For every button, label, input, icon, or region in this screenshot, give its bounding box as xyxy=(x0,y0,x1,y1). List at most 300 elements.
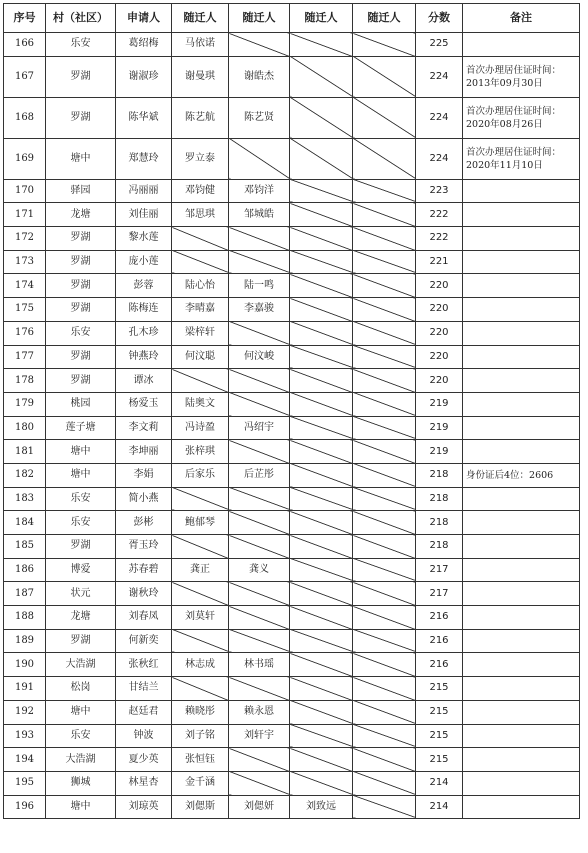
score-cell: 219 xyxy=(416,392,463,416)
empty-companion-cell xyxy=(229,440,290,464)
empty-companion-cell xyxy=(353,582,416,606)
score-cell: 214 xyxy=(416,771,463,795)
applicant-cell: 黎水莲 xyxy=(116,227,172,251)
empty-companion-cell xyxy=(229,535,290,559)
empty-companion-cell xyxy=(290,558,353,582)
score-cell: 219 xyxy=(416,440,463,464)
applicant-cell: 赵廷君 xyxy=(116,700,172,724)
table-row xyxy=(4,558,580,582)
row-number-cell: 185 xyxy=(4,535,46,559)
empty-companion-cell xyxy=(229,392,290,416)
score-cell: 225 xyxy=(416,33,463,57)
village-cell: 罗湖 xyxy=(46,535,116,559)
note-cell xyxy=(463,321,580,345)
empty-companion-cell xyxy=(353,369,416,393)
table-row xyxy=(4,298,580,322)
empty-companion-cell xyxy=(353,298,416,322)
companion-cell: 梁梓轩 xyxy=(172,321,229,345)
empty-companion-cell xyxy=(290,97,353,138)
row-number-cell: 169 xyxy=(4,138,46,179)
applicant-cell: 林星杏 xyxy=(116,771,172,795)
empty-companion-cell xyxy=(353,203,416,227)
village-cell: 罗湖 xyxy=(46,345,116,369)
row-number-cell: 182 xyxy=(4,463,46,487)
empty-companion-cell xyxy=(290,487,353,511)
applicant-cell: 简小燕 xyxy=(116,487,172,511)
village-cell: 乐安 xyxy=(46,33,116,57)
village-cell: 乐安 xyxy=(46,487,116,511)
empty-companion-cell xyxy=(229,138,290,179)
companion-cell: 林志成 xyxy=(172,653,229,677)
note-cell xyxy=(463,345,580,369)
empty-companion-cell xyxy=(172,535,229,559)
empty-companion-cell xyxy=(290,203,353,227)
note-cell xyxy=(463,535,580,559)
applicant-cell: 彭彬 xyxy=(116,511,172,535)
empty-companion-cell xyxy=(290,345,353,369)
empty-companion-cell xyxy=(172,677,229,701)
companion-cell: 邓钧健 xyxy=(172,179,229,203)
table-row xyxy=(4,795,580,819)
companion-cell: 刘子铭 xyxy=(172,724,229,748)
empty-companion-cell xyxy=(353,629,416,653)
table-row xyxy=(4,97,580,138)
village-cell: 乐安 xyxy=(46,321,116,345)
score-cell: 223 xyxy=(416,179,463,203)
companion-cell: 刘偲斯 xyxy=(172,795,229,819)
header-cell-companion-4: 随迁人 xyxy=(353,4,416,33)
empty-companion-cell xyxy=(353,138,416,179)
row-number-cell: 191 xyxy=(4,677,46,701)
applicant-cell: 谢秋玲 xyxy=(116,582,172,606)
empty-companion-cell xyxy=(353,250,416,274)
companion-cell: 陆奥文 xyxy=(172,392,229,416)
empty-companion-cell xyxy=(353,56,416,97)
table-row xyxy=(4,653,580,677)
row-number-cell: 171 xyxy=(4,203,46,227)
note-cell xyxy=(463,582,580,606)
table-row xyxy=(4,535,580,559)
empty-companion-cell xyxy=(290,392,353,416)
applicant-cell: 李文莉 xyxy=(116,416,172,440)
table-row xyxy=(4,56,580,97)
companion-cell: 冯绍宇 xyxy=(229,416,290,440)
companion-cell: 金千涵 xyxy=(172,771,229,795)
table-row xyxy=(4,487,580,511)
row-number-cell: 190 xyxy=(4,653,46,677)
companion-cell: 陆心怡 xyxy=(172,274,229,298)
empty-companion-cell xyxy=(229,771,290,795)
row-number-cell: 166 xyxy=(4,33,46,57)
empty-companion-cell xyxy=(290,771,353,795)
empty-companion-cell xyxy=(353,606,416,630)
table-row xyxy=(4,138,580,179)
score-cell: 216 xyxy=(416,629,463,653)
note-cell xyxy=(463,795,580,819)
companion-cell: 刘致远 xyxy=(290,795,353,819)
row-number-cell: 186 xyxy=(4,558,46,582)
companion-cell: 后家乐 xyxy=(172,463,229,487)
applicant-cell: 孔木珍 xyxy=(116,321,172,345)
village-cell: 乐安 xyxy=(46,724,116,748)
empty-companion-cell xyxy=(290,724,353,748)
applicant-cell: 谭冰 xyxy=(116,369,172,393)
companion-cell: 谢皓杰 xyxy=(229,56,290,97)
row-number-cell: 172 xyxy=(4,227,46,251)
village-cell: 状元 xyxy=(46,582,116,606)
empty-companion-cell xyxy=(229,369,290,393)
village-cell: 桃园 xyxy=(46,392,116,416)
applicant-cell: 胥玉玲 xyxy=(116,535,172,559)
village-cell: 塘中 xyxy=(46,795,116,819)
empty-companion-cell xyxy=(290,321,353,345)
applicant-cell: 苏春碧 xyxy=(116,558,172,582)
score-cell: 220 xyxy=(416,274,463,298)
header-row xyxy=(4,4,580,33)
empty-companion-cell xyxy=(290,582,353,606)
note-cell xyxy=(463,771,580,795)
empty-companion-cell xyxy=(353,345,416,369)
empty-companion-cell xyxy=(353,771,416,795)
note-cell xyxy=(463,33,580,57)
village-cell: 罗湖 xyxy=(46,369,116,393)
score-cell: 215 xyxy=(416,724,463,748)
note-cell xyxy=(463,487,580,511)
row-number-cell: 187 xyxy=(4,582,46,606)
village-cell: 狮城 xyxy=(46,771,116,795)
table-row xyxy=(4,771,580,795)
empty-companion-cell xyxy=(229,227,290,251)
note-cell xyxy=(463,629,580,653)
village-cell: 罗湖 xyxy=(46,227,116,251)
empty-companion-cell xyxy=(290,748,353,772)
applicant-cell: 夏少英 xyxy=(116,748,172,772)
empty-companion-cell xyxy=(172,487,229,511)
applicant-cell: 冯丽丽 xyxy=(116,179,172,203)
companion-cell: 邹城皓 xyxy=(229,203,290,227)
row-number-cell: 193 xyxy=(4,724,46,748)
applicant-cell: 甘结兰 xyxy=(116,677,172,701)
empty-companion-cell xyxy=(172,629,229,653)
note-cell xyxy=(463,298,580,322)
score-cell: 218 xyxy=(416,511,463,535)
score-cell: 216 xyxy=(416,606,463,630)
applicant-cell: 李坤丽 xyxy=(116,440,172,464)
empty-companion-cell xyxy=(290,606,353,630)
score-cell: 215 xyxy=(416,677,463,701)
empty-companion-cell xyxy=(172,582,229,606)
companion-cell: 李嘉骏 xyxy=(229,298,290,322)
empty-companion-cell xyxy=(353,440,416,464)
note-cell xyxy=(463,227,580,251)
village-cell: 乐安 xyxy=(46,511,116,535)
table-row xyxy=(4,369,580,393)
companion-cell: 龚正 xyxy=(172,558,229,582)
empty-companion-cell xyxy=(229,606,290,630)
empty-companion-cell xyxy=(353,463,416,487)
table-row xyxy=(4,416,580,440)
village-cell: 大浩湖 xyxy=(46,653,116,677)
note-cell xyxy=(463,369,580,393)
row-number-cell: 176 xyxy=(4,321,46,345)
empty-companion-cell xyxy=(353,487,416,511)
row-number-cell: 178 xyxy=(4,369,46,393)
applicant-cell: 郑慧玲 xyxy=(116,138,172,179)
score-cell: 224 xyxy=(416,138,463,179)
empty-companion-cell xyxy=(290,440,353,464)
table-row xyxy=(4,392,580,416)
village-cell: 塘中 xyxy=(46,463,116,487)
row-number-cell: 175 xyxy=(4,298,46,322)
companion-cell: 刘莫轩 xyxy=(172,606,229,630)
note-cell: 身份证后4位：2606 xyxy=(463,463,580,487)
row-number-cell: 168 xyxy=(4,97,46,138)
village-cell: 莲子塘 xyxy=(46,416,116,440)
empty-companion-cell xyxy=(353,558,416,582)
empty-companion-cell xyxy=(229,677,290,701)
note-cell xyxy=(463,606,580,630)
applicant-cell: 何新奕 xyxy=(116,629,172,653)
empty-companion-cell xyxy=(290,511,353,535)
empty-companion-cell xyxy=(290,700,353,724)
row-number-cell: 174 xyxy=(4,274,46,298)
table-row xyxy=(4,677,580,701)
empty-companion-cell xyxy=(229,321,290,345)
header-cell-companion-1: 随迁人 xyxy=(172,4,229,33)
empty-companion-cell xyxy=(353,724,416,748)
table-row xyxy=(4,606,580,630)
empty-companion-cell xyxy=(229,582,290,606)
row-number-cell: 189 xyxy=(4,629,46,653)
score-cell: 220 xyxy=(416,298,463,322)
score-cell: 218 xyxy=(416,463,463,487)
note-cell xyxy=(463,748,580,772)
empty-companion-cell xyxy=(353,179,416,203)
empty-companion-cell xyxy=(353,511,416,535)
note-cell xyxy=(463,558,580,582)
empty-companion-cell xyxy=(290,535,353,559)
companion-cell: 冯诗盈 xyxy=(172,416,229,440)
applicant-cell: 刘春凤 xyxy=(116,606,172,630)
note-cell xyxy=(463,653,580,677)
header-cell-village: 村（社区） xyxy=(46,4,116,33)
score-cell: 222 xyxy=(416,227,463,251)
village-cell: 驿园 xyxy=(46,179,116,203)
companion-cell: 何汶峻 xyxy=(229,345,290,369)
empty-companion-cell xyxy=(353,535,416,559)
companion-cell: 鲍郁琴 xyxy=(172,511,229,535)
applicant-cell: 谢淑珍 xyxy=(116,56,172,97)
village-cell: 罗湖 xyxy=(46,250,116,274)
row-number-cell: 195 xyxy=(4,771,46,795)
applicant-score-table xyxy=(3,3,580,819)
empty-companion-cell xyxy=(290,138,353,179)
table-row xyxy=(4,250,580,274)
companion-cell: 赖晓彤 xyxy=(172,700,229,724)
table-row xyxy=(4,345,580,369)
empty-companion-cell xyxy=(353,392,416,416)
table-row xyxy=(4,582,580,606)
note-cell xyxy=(463,203,580,227)
companion-cell: 张恒钰 xyxy=(172,748,229,772)
empty-companion-cell xyxy=(353,416,416,440)
empty-companion-cell xyxy=(229,511,290,535)
companion-cell: 谢曼琪 xyxy=(172,56,229,97)
empty-companion-cell xyxy=(353,321,416,345)
table-row xyxy=(4,274,580,298)
companion-cell: 林书瑶 xyxy=(229,653,290,677)
table-row xyxy=(4,463,580,487)
note-cell xyxy=(463,511,580,535)
empty-companion-cell xyxy=(229,487,290,511)
empty-companion-cell xyxy=(290,298,353,322)
empty-companion-cell xyxy=(290,274,353,298)
empty-companion-cell xyxy=(229,748,290,772)
village-cell: 罗湖 xyxy=(46,274,116,298)
note-cell xyxy=(463,179,580,203)
empty-companion-cell xyxy=(172,250,229,274)
table-row xyxy=(4,321,580,345)
row-number-cell: 196 xyxy=(4,795,46,819)
applicant-cell: 钟燕玲 xyxy=(116,345,172,369)
village-cell: 塘中 xyxy=(46,440,116,464)
village-cell: 塘中 xyxy=(46,700,116,724)
empty-companion-cell xyxy=(290,416,353,440)
score-cell: 222 xyxy=(416,203,463,227)
companion-cell: 李晴嘉 xyxy=(172,298,229,322)
note-cell xyxy=(463,724,580,748)
companion-cell: 龚义 xyxy=(229,558,290,582)
score-cell: 220 xyxy=(416,369,463,393)
empty-companion-cell xyxy=(229,33,290,57)
empty-companion-cell xyxy=(290,463,353,487)
empty-companion-cell xyxy=(229,629,290,653)
applicant-cell: 刘佳丽 xyxy=(116,203,172,227)
empty-companion-cell xyxy=(290,227,353,251)
score-cell: 218 xyxy=(416,487,463,511)
header-cell-companion-2: 随迁人 xyxy=(229,4,290,33)
applicant-cell: 陈梅连 xyxy=(116,298,172,322)
village-cell: 塘中 xyxy=(46,138,116,179)
row-number-cell: 179 xyxy=(4,392,46,416)
row-number-cell: 177 xyxy=(4,345,46,369)
row-number-cell: 183 xyxy=(4,487,46,511)
header-cell-applicant: 申请人 xyxy=(116,4,172,33)
village-cell: 龙塘 xyxy=(46,203,116,227)
score-cell: 220 xyxy=(416,321,463,345)
score-cell: 219 xyxy=(416,416,463,440)
empty-companion-cell xyxy=(290,250,353,274)
empty-companion-cell xyxy=(353,274,416,298)
empty-companion-cell xyxy=(290,653,353,677)
village-cell: 罗湖 xyxy=(46,97,116,138)
empty-companion-cell xyxy=(353,748,416,772)
empty-companion-cell xyxy=(172,369,229,393)
score-cell: 218 xyxy=(416,535,463,559)
applicant-cell: 张秋红 xyxy=(116,653,172,677)
row-number-cell: 173 xyxy=(4,250,46,274)
header-cell-companion-3: 随迁人 xyxy=(290,4,353,33)
score-cell: 216 xyxy=(416,653,463,677)
table-row xyxy=(4,33,580,57)
row-number-cell: 194 xyxy=(4,748,46,772)
companion-cell: 何汶聪 xyxy=(172,345,229,369)
empty-companion-cell xyxy=(353,795,416,819)
empty-companion-cell xyxy=(290,369,353,393)
table-row xyxy=(4,179,580,203)
village-cell: 松岗 xyxy=(46,677,116,701)
header-cell-note: 备注 xyxy=(463,4,580,33)
companion-cell: 赖永恩 xyxy=(229,700,290,724)
companion-cell: 邹思琪 xyxy=(172,203,229,227)
score-cell: 224 xyxy=(416,56,463,97)
score-cell: 215 xyxy=(416,748,463,772)
companion-cell: 陈艺贤 xyxy=(229,97,290,138)
empty-companion-cell xyxy=(290,179,353,203)
score-cell: 215 xyxy=(416,700,463,724)
empty-companion-cell xyxy=(353,33,416,57)
note-cell xyxy=(463,274,580,298)
applicant-cell: 钟波 xyxy=(116,724,172,748)
note-cell xyxy=(463,700,580,724)
score-cell: 220 xyxy=(416,345,463,369)
table-row xyxy=(4,724,580,748)
applicant-cell: 葛绍梅 xyxy=(116,33,172,57)
applicant-cell: 李娟 xyxy=(116,463,172,487)
score-cell: 214 xyxy=(416,795,463,819)
village-cell: 大浩湖 xyxy=(46,748,116,772)
table-row xyxy=(4,511,580,535)
village-cell: 罗湖 xyxy=(46,298,116,322)
table-row xyxy=(4,748,580,772)
empty-companion-cell xyxy=(353,227,416,251)
empty-companion-cell xyxy=(172,227,229,251)
companion-cell: 罗立泰 xyxy=(172,138,229,179)
note-cell: 首次办理居住证时间：2013年09月30日 xyxy=(463,56,580,97)
table-row xyxy=(4,440,580,464)
table-row xyxy=(4,227,580,251)
empty-companion-cell xyxy=(353,700,416,724)
empty-companion-cell xyxy=(353,97,416,138)
empty-companion-cell xyxy=(290,629,353,653)
row-number-cell: 192 xyxy=(4,700,46,724)
empty-companion-cell xyxy=(290,56,353,97)
row-number-cell: 180 xyxy=(4,416,46,440)
row-number-cell: 167 xyxy=(4,56,46,97)
companion-cell: 马依诺 xyxy=(172,33,229,57)
note-cell xyxy=(463,440,580,464)
note-cell xyxy=(463,392,580,416)
header-cell-no: 序号 xyxy=(4,4,46,33)
score-cell: 217 xyxy=(416,582,463,606)
note-cell xyxy=(463,677,580,701)
companion-cell: 张梓琪 xyxy=(172,440,229,464)
applicant-cell: 彭蓉 xyxy=(116,274,172,298)
companion-cell: 陈艺航 xyxy=(172,97,229,138)
companion-cell: 陆一鸣 xyxy=(229,274,290,298)
companion-cell: 刘轩宇 xyxy=(229,724,290,748)
empty-companion-cell xyxy=(290,33,353,57)
score-cell: 224 xyxy=(416,97,463,138)
note-cell xyxy=(463,416,580,440)
header-cell-score: 分数 xyxy=(416,4,463,33)
empty-companion-cell xyxy=(353,653,416,677)
note-cell xyxy=(463,250,580,274)
village-cell: 博爱 xyxy=(46,558,116,582)
applicant-cell: 刘琼英 xyxy=(116,795,172,819)
village-cell: 龙塘 xyxy=(46,606,116,630)
empty-companion-cell xyxy=(229,250,290,274)
